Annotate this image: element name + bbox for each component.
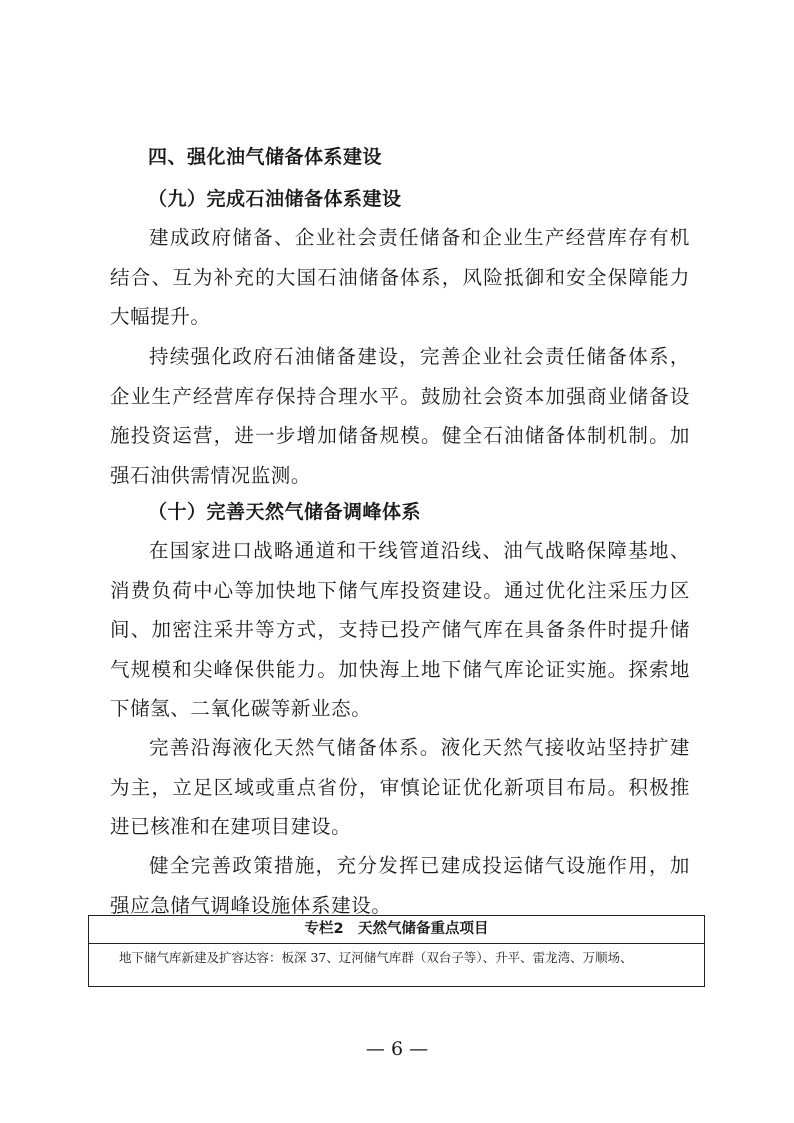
subsection-10-heading: （十）完善天然气储备调峰体系: [148, 501, 422, 523]
page-number: — 6 —: [365, 1038, 429, 1060]
subsection-10-paragraph-2: 完善沿海液化天然气储备体系。液化天然气接收站坚持扩建为主，立足区域或重点省份，审慎论证优化新项目布局。积极推进已核准和在建项目建设。: [110, 736, 690, 838]
subsection-9-paragraph-2: 持续强化政府石油储备建设，完善企业社会责任储备体系，企业生产经营库存保持合理水平。鼓励社会资本加强商业储备设施投资运营，进一步增加储备规模。健全石油储备体制机制。加强石油供需情况监测。: [110, 345, 690, 487]
feature-box-title: 专栏2 天然气储备重点项目: [89, 916, 704, 944]
subsection-9-heading: （九）完成石油储备体系建设: [148, 188, 402, 210]
subsection-10-paragraph-1: 在国家进口战略通道和干线管道沿线、油气战略保障基地、消费负荷中心等加快地下储气库投资建设。通过优化注采压力区间、加密注采井等方式，支持已投产储气库在具备条件时提升储气规模和尖峰保供能力。加快海上地下储气库论证实施。探索地下储氢、二氧化碳等新业态。: [110, 539, 690, 720]
subsection-10-paragraph-3: 健全完善政策措施，充分发挥已建成投运储气设施作用，加强应急储气调峰设施体系建设。: [110, 854, 690, 917]
subsection-9-paragraph-1: 建成政府储备、企业社会责任储备和企业生产经营库存有机结合、互为补充的大国石油储备体系，风险抵御和安全保障能力大幅提升。: [110, 226, 690, 328]
section-heading: 四、强化油气储备体系建设: [148, 146, 383, 168]
feature-box: [88, 915, 705, 987]
feature-box-body: 地下储气库新建及扩容达容：板深 37、辽河储气库群（双台子等）、升平、雷龙湾、万顺场、: [119, 950, 633, 965]
